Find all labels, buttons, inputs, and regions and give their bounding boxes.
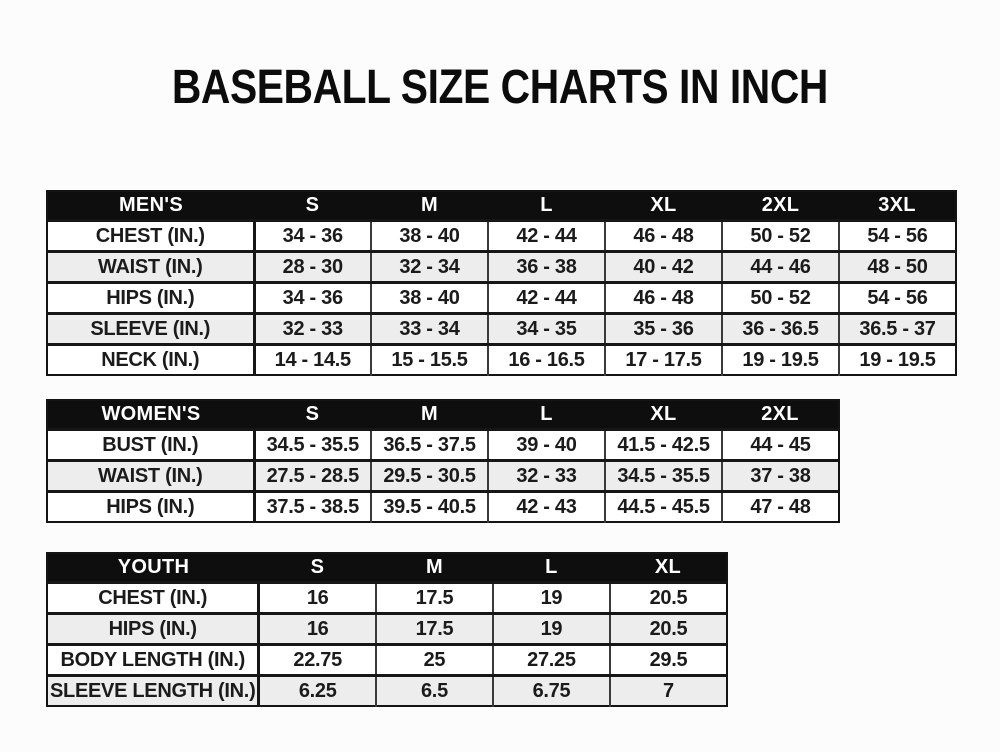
- size-value: 46 - 48: [605, 221, 722, 252]
- size-value: 54 - 56: [839, 221, 956, 252]
- size-value: 27.25: [493, 645, 610, 676]
- size-value: 36 - 38: [488, 252, 605, 283]
- table-row: [47, 430, 839, 461]
- column-header-l: L: [488, 191, 605, 221]
- size-value: 36.5 - 37.5: [371, 430, 488, 461]
- size-value: 29.5: [610, 645, 727, 676]
- size-value: 7: [610, 676, 727, 707]
- size-value: 32 - 33: [254, 314, 371, 345]
- size-value: 20.5: [610, 614, 727, 645]
- size-value: 39 - 40: [488, 430, 605, 461]
- column-header-s: S: [254, 191, 371, 221]
- size-value: 28 - 30: [254, 252, 371, 283]
- size-value: 42 - 44: [488, 221, 605, 252]
- size-value: 17 - 17.5: [605, 345, 722, 376]
- youth-table-title: YOUTH: [47, 553, 259, 583]
- size-value: 25: [376, 645, 493, 676]
- size-value: 34 - 36: [254, 283, 371, 314]
- row-label: SLEEVE (IN.): [47, 314, 254, 345]
- row-label: BUST (IN.): [47, 430, 254, 461]
- size-value: 42 - 44: [488, 283, 605, 314]
- column-header-3xl: 3XL: [839, 191, 956, 221]
- size-value: 27.5 - 28.5: [254, 461, 371, 492]
- size-value: 34.5 - 35.5: [605, 461, 722, 492]
- column-header-xl: XL: [605, 400, 722, 430]
- size-value: 34.5 - 35.5: [254, 430, 371, 461]
- row-label: CHEST (IN.): [47, 583, 259, 614]
- size-value: 22.75: [259, 645, 376, 676]
- size-value: 44 - 46: [722, 252, 839, 283]
- table-row: [47, 283, 956, 314]
- size-value: 20.5: [610, 583, 727, 614]
- column-header-l: L: [493, 553, 610, 583]
- size-value: 15 - 15.5: [371, 345, 488, 376]
- header-row: [47, 553, 727, 583]
- size-value: 32 - 34: [371, 252, 488, 283]
- size-value: 41.5 - 42.5: [605, 430, 722, 461]
- size-value: 17.5: [376, 583, 493, 614]
- size-value: 16: [259, 583, 376, 614]
- size-value: 42 - 43: [488, 492, 605, 523]
- size-value: 6.75: [493, 676, 610, 707]
- size-value: 36 - 36.5: [722, 314, 839, 345]
- column-header-2xl: 2XL: [722, 400, 839, 430]
- row-label: WAIST (IN.): [47, 252, 254, 283]
- size-value: 47 - 48: [722, 492, 839, 523]
- column-header-xl: XL: [610, 553, 727, 583]
- page-title-text: BASEBALL SIZE CHARTS IN INCH: [171, 61, 829, 114]
- size-value: 48 - 50: [839, 252, 956, 283]
- size-value: 29.5 - 30.5: [371, 461, 488, 492]
- mens-size-table: [46, 190, 957, 376]
- size-value: 35 - 36: [605, 314, 722, 345]
- row-label: CHEST (IN.): [47, 221, 254, 252]
- table-row: [47, 345, 956, 376]
- size-value: 37.5 - 38.5: [254, 492, 371, 523]
- column-header-m: M: [376, 553, 493, 583]
- size-value: 39.5 - 40.5: [371, 492, 488, 523]
- size-value: 54 - 56: [839, 283, 956, 314]
- size-value: 14 - 14.5: [254, 345, 371, 376]
- size-value: 44 - 45: [722, 430, 839, 461]
- column-header-s: S: [254, 400, 371, 430]
- size-value: 40 - 42: [605, 252, 722, 283]
- column-header-l: L: [488, 400, 605, 430]
- size-value: 44.5 - 45.5: [605, 492, 722, 523]
- size-value: 36.5 - 37: [839, 314, 956, 345]
- size-value: 17.5: [376, 614, 493, 645]
- youth-size-table: [46, 552, 728, 707]
- size-value: 6.25: [259, 676, 376, 707]
- table-row: [47, 221, 956, 252]
- size-value: 19 - 19.5: [722, 345, 839, 376]
- row-label: HIPS (IN.): [47, 492, 254, 523]
- table-row: [47, 252, 956, 283]
- mens-table-title: MEN'S: [47, 191, 254, 221]
- size-value: 50 - 52: [722, 283, 839, 314]
- size-value: 19: [493, 614, 610, 645]
- row-label: BODY LENGTH (IN.): [47, 645, 259, 676]
- size-value: 34 - 36: [254, 221, 371, 252]
- row-label: SLEEVE LENGTH (IN.): [47, 676, 259, 707]
- size-value: 16: [259, 614, 376, 645]
- table-row: [47, 645, 727, 676]
- column-header-xl: XL: [605, 191, 722, 221]
- table-row: [47, 492, 839, 523]
- table-row: [47, 461, 839, 492]
- size-value: 34 - 35: [488, 314, 605, 345]
- womens-size-table: [46, 399, 840, 523]
- column-header-m: M: [371, 400, 488, 430]
- row-label: NECK (IN.): [47, 345, 254, 376]
- table-row: [47, 314, 956, 345]
- table-row: [47, 614, 727, 645]
- table-row: [47, 676, 727, 707]
- row-label: HIPS (IN.): [47, 283, 254, 314]
- row-label: WAIST (IN.): [47, 461, 254, 492]
- table-row: [47, 583, 727, 614]
- size-value: 6.5: [376, 676, 493, 707]
- header-row: [47, 400, 839, 430]
- size-value: 33 - 34: [371, 314, 488, 345]
- size-value: 16 - 16.5: [488, 345, 605, 376]
- row-label: HIPS (IN.): [47, 614, 259, 645]
- size-value: 46 - 48: [605, 283, 722, 314]
- page-title: [0, 61, 1000, 114]
- size-value: 38 - 40: [371, 221, 488, 252]
- size-value: 32 - 33: [488, 461, 605, 492]
- header-row: [47, 191, 956, 221]
- size-value: 50 - 52: [722, 221, 839, 252]
- size-value: 37 - 38: [722, 461, 839, 492]
- size-value: 38 - 40: [371, 283, 488, 314]
- column-header-2xl: 2XL: [722, 191, 839, 221]
- womens-table-title: WOMEN'S: [47, 400, 254, 430]
- column-header-m: M: [371, 191, 488, 221]
- size-value: 19: [493, 583, 610, 614]
- size-value: 19 - 19.5: [839, 345, 956, 376]
- column-header-s: S: [259, 553, 376, 583]
